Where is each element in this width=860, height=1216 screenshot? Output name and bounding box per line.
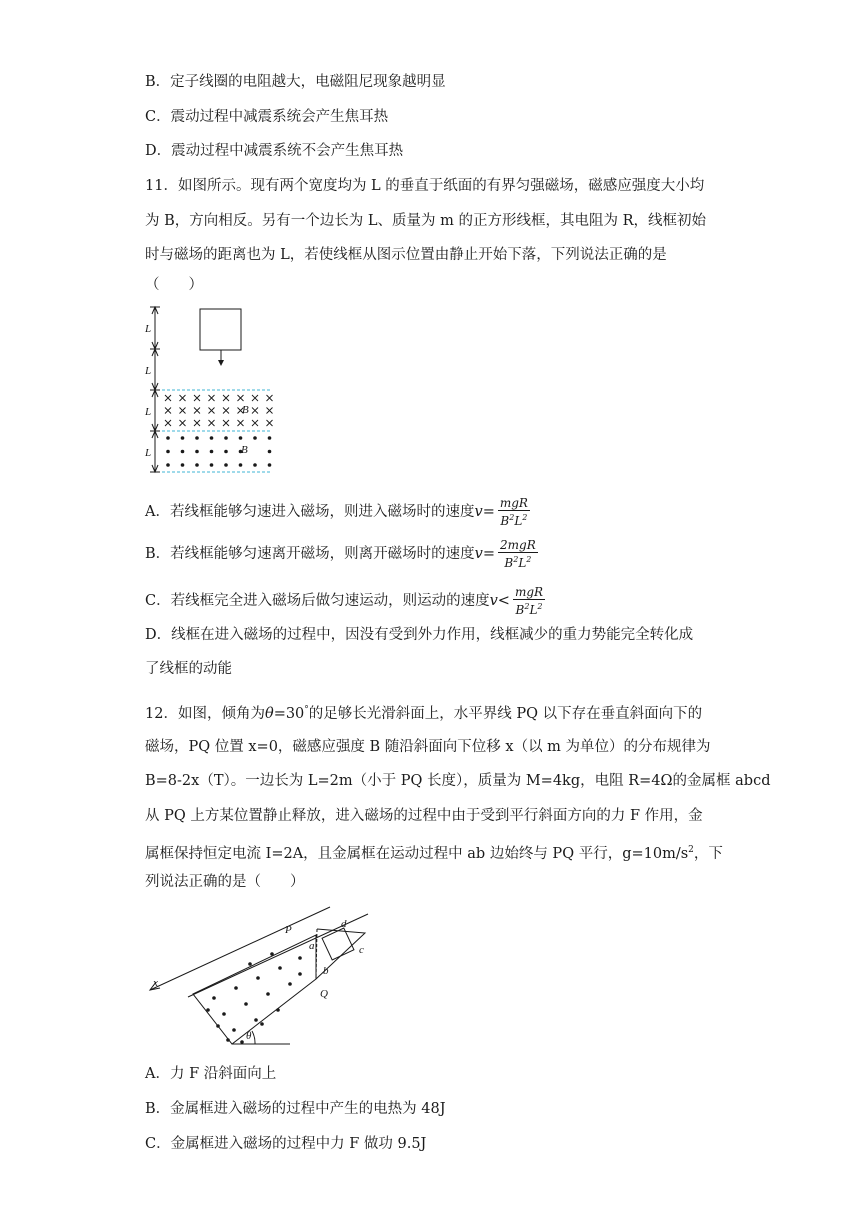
q11-square-frame <box>200 309 241 350</box>
q12-stem-line4: 从 PQ 上方某位置静止释放，进入磁场的过程中由于受到平行斜面方向的力 F 作用，金 <box>145 808 703 824</box>
field-into-page-marker <box>165 408 171 414</box>
field-marker-dot <box>298 956 302 960</box>
q12-option-b: B．金属框进入磁场的过程中产生的电热为 48J <box>145 1101 446 1117</box>
q11-option-b: B．若线框能够匀速离开磁场，则离开磁场时的速度v= $\frac{\text{2mgR}}{B^2L^2}$ <box>145 538 536 570</box>
field-out-of-page-marker <box>253 436 257 440</box>
field-marker-dot <box>278 966 282 970</box>
q12-option-a: A．力 F 沿斜面向上 <box>145 1066 277 1082</box>
field-out-of-page-marker <box>166 436 170 440</box>
field-into-page-marker <box>252 408 258 414</box>
field-into-page-marker <box>194 395 200 401</box>
field-marker-dot <box>232 1028 236 1032</box>
q12-angle-label: θ <box>246 1030 252 1042</box>
field-out-of-page-marker <box>195 463 199 467</box>
field-out-of-page-marker <box>224 463 228 467</box>
field-into-page-marker <box>223 408 229 414</box>
field-into-page-marker <box>165 420 171 426</box>
q11-answer-blank: （ ） <box>145 277 203 293</box>
field-out-of-page-marker <box>181 450 185 454</box>
q12-stem-line3: B=8-2x（T）。一边长为 L=2m（小于 PQ 长度），质量为 M=4kg，电阻 R=4Ω的金属框 abcd <box>145 773 771 789</box>
field-marker-dot <box>266 992 270 996</box>
field-marker-dot <box>212 996 216 1000</box>
field-into-page-marker <box>252 395 258 401</box>
q11-length-label: L <box>145 447 152 459</box>
q11-length-label: L <box>145 323 152 335</box>
q12-corner-c-label: c <box>359 944 364 956</box>
field-out-of-page-marker <box>195 436 199 440</box>
q11-option-a: A．若线框能够匀速进入磁场，则进入磁场时的速度v= $\frac{\text{mgR}}{B^2L^2}$ <box>145 496 528 528</box>
field-out-of-page-marker <box>268 463 272 467</box>
field-into-page-marker <box>267 395 273 401</box>
field-marker-dot <box>260 1022 264 1026</box>
q10-option-d: D．震动过程中减震系统不会产生焦耳热 <box>145 143 404 159</box>
field-into-page-marker <box>267 420 273 426</box>
q11-stem-line2: 为 B，方向相反。另有一个边长为 L、质量为 m 的正方形线框，其电阻为 R，线框初始 <box>145 213 706 229</box>
field-marker-dot <box>276 1008 280 1012</box>
q12-corner-a-label: a <box>309 940 315 952</box>
q12-option-c: C．金属框进入磁场的过程中力 F 做功 9.5J <box>145 1136 427 1152</box>
field-into-page-marker <box>223 420 229 426</box>
field-marker-dot <box>288 982 292 986</box>
field-into-page-marker <box>209 395 215 401</box>
q11-stem-line1: 11．如图所示。现有两个宽度均为 L 的垂直于纸面的有界匀强磁场，磁感应强度大小均 <box>145 178 705 194</box>
q11-length-label: L <box>145 365 152 377</box>
field-marker-dot <box>226 1038 230 1042</box>
q12-point-q-label: Q <box>320 988 328 1000</box>
field-marker-dot <box>222 1012 226 1016</box>
field-into-page-marker <box>238 420 244 426</box>
field-into-page-marker <box>180 395 186 401</box>
q12-stem-line6: 列说法正确的是（ ） <box>145 874 305 890</box>
field-out-of-page-marker <box>210 450 214 454</box>
field-into-page-marker <box>165 395 171 401</box>
q11-stem-line3: 时与磁场的距离也为 L，若使线框从图示位置由静止开始下落，下列说法正确的是 <box>145 247 667 263</box>
field-into-page-marker <box>180 420 186 426</box>
field-into-page-marker <box>180 408 186 414</box>
field-out-of-page-marker <box>181 436 185 440</box>
field-out-of-page-marker <box>224 450 228 454</box>
field-marker-dot <box>240 1040 244 1044</box>
field-out-of-page-marker <box>210 436 214 440</box>
field-into-page-marker <box>223 395 229 401</box>
field-out-of-page-marker <box>239 436 243 440</box>
field-out-of-page-marker <box>181 463 185 467</box>
q12-x-axis-label: x <box>153 977 158 989</box>
q12-incline-figure <box>140 902 380 1050</box>
field-marker-dot <box>206 1008 210 1012</box>
field-into-page-marker <box>252 420 258 426</box>
q11-magnetic-field-figure <box>138 302 278 480</box>
q12-stem-line1: 12．如图，倾角为θ=30°的足够长光滑斜面上，水平界线 PQ 以下存在垂直斜面向下的 <box>145 705 703 722</box>
field-out-of-page-marker <box>166 463 170 467</box>
field-marker-dot <box>298 972 302 976</box>
field-marker-dot <box>216 1024 220 1028</box>
field-out-of-page-marker <box>224 436 228 440</box>
field-into-page-marker <box>209 420 215 426</box>
q10-option-b: B．定子线圈的电阻越大，电磁阻尼现象越明显 <box>145 74 446 90</box>
q12-stem-line5: 属框保持恒定电流 I=2A，且金属框在运动过程中 ab 边始终与 PQ 平行，$g=10m/s^2$，下 <box>145 845 723 862</box>
field-into-page-marker <box>238 395 244 401</box>
q11-field-label: B <box>242 404 249 416</box>
field-out-of-page-marker <box>166 450 170 454</box>
field-out-of-page-marker <box>195 450 199 454</box>
field-out-of-page-marker <box>268 436 272 440</box>
field-into-page-marker <box>194 420 200 426</box>
field-out-of-page-marker <box>210 463 214 467</box>
q11-option-d-line1: D．线框在进入磁场的过程中，因没有受到外力作用，线框减少的重力势能完全转化成 <box>145 627 694 643</box>
field-marker-dot <box>248 962 252 966</box>
field-marker-dot <box>270 952 274 956</box>
field-into-page-marker <box>194 408 200 414</box>
field-out-of-page-marker <box>253 463 257 467</box>
q11-option-d-line2: 了线框的动能 <box>145 661 232 677</box>
field-marker-dot <box>244 1002 248 1006</box>
q11-length-label: L <box>145 406 152 418</box>
q12-corner-b-label: b <box>323 965 329 977</box>
field-marker-dot <box>256 976 260 980</box>
field-out-of-page-marker <box>239 463 243 467</box>
q10-option-c: C．震动过程中减震系统会产生焦耳热 <box>145 109 389 125</box>
field-out-of-page-marker <box>268 450 272 454</box>
q12-point-p-label: P <box>285 924 292 936</box>
field-into-page-marker <box>267 408 273 414</box>
field-marker-dot <box>254 1018 258 1022</box>
field-into-page-marker <box>209 408 215 414</box>
q11-option-c: C．若线框完全进入磁场后做匀速运动，则运动的速度v< $\frac{\text{mgR}}{B^2L^2}$ <box>145 585 544 617</box>
q12-corner-d-label: d <box>341 918 347 930</box>
q12-stem-line2: 磁场，PQ 位置 x=0，磁感应强度 B 随沿斜面向下位移 x（以 m 为单位）的分布规律为 <box>145 739 711 755</box>
q11-field-label: B <box>241 444 248 456</box>
field-marker-dot <box>234 986 238 990</box>
